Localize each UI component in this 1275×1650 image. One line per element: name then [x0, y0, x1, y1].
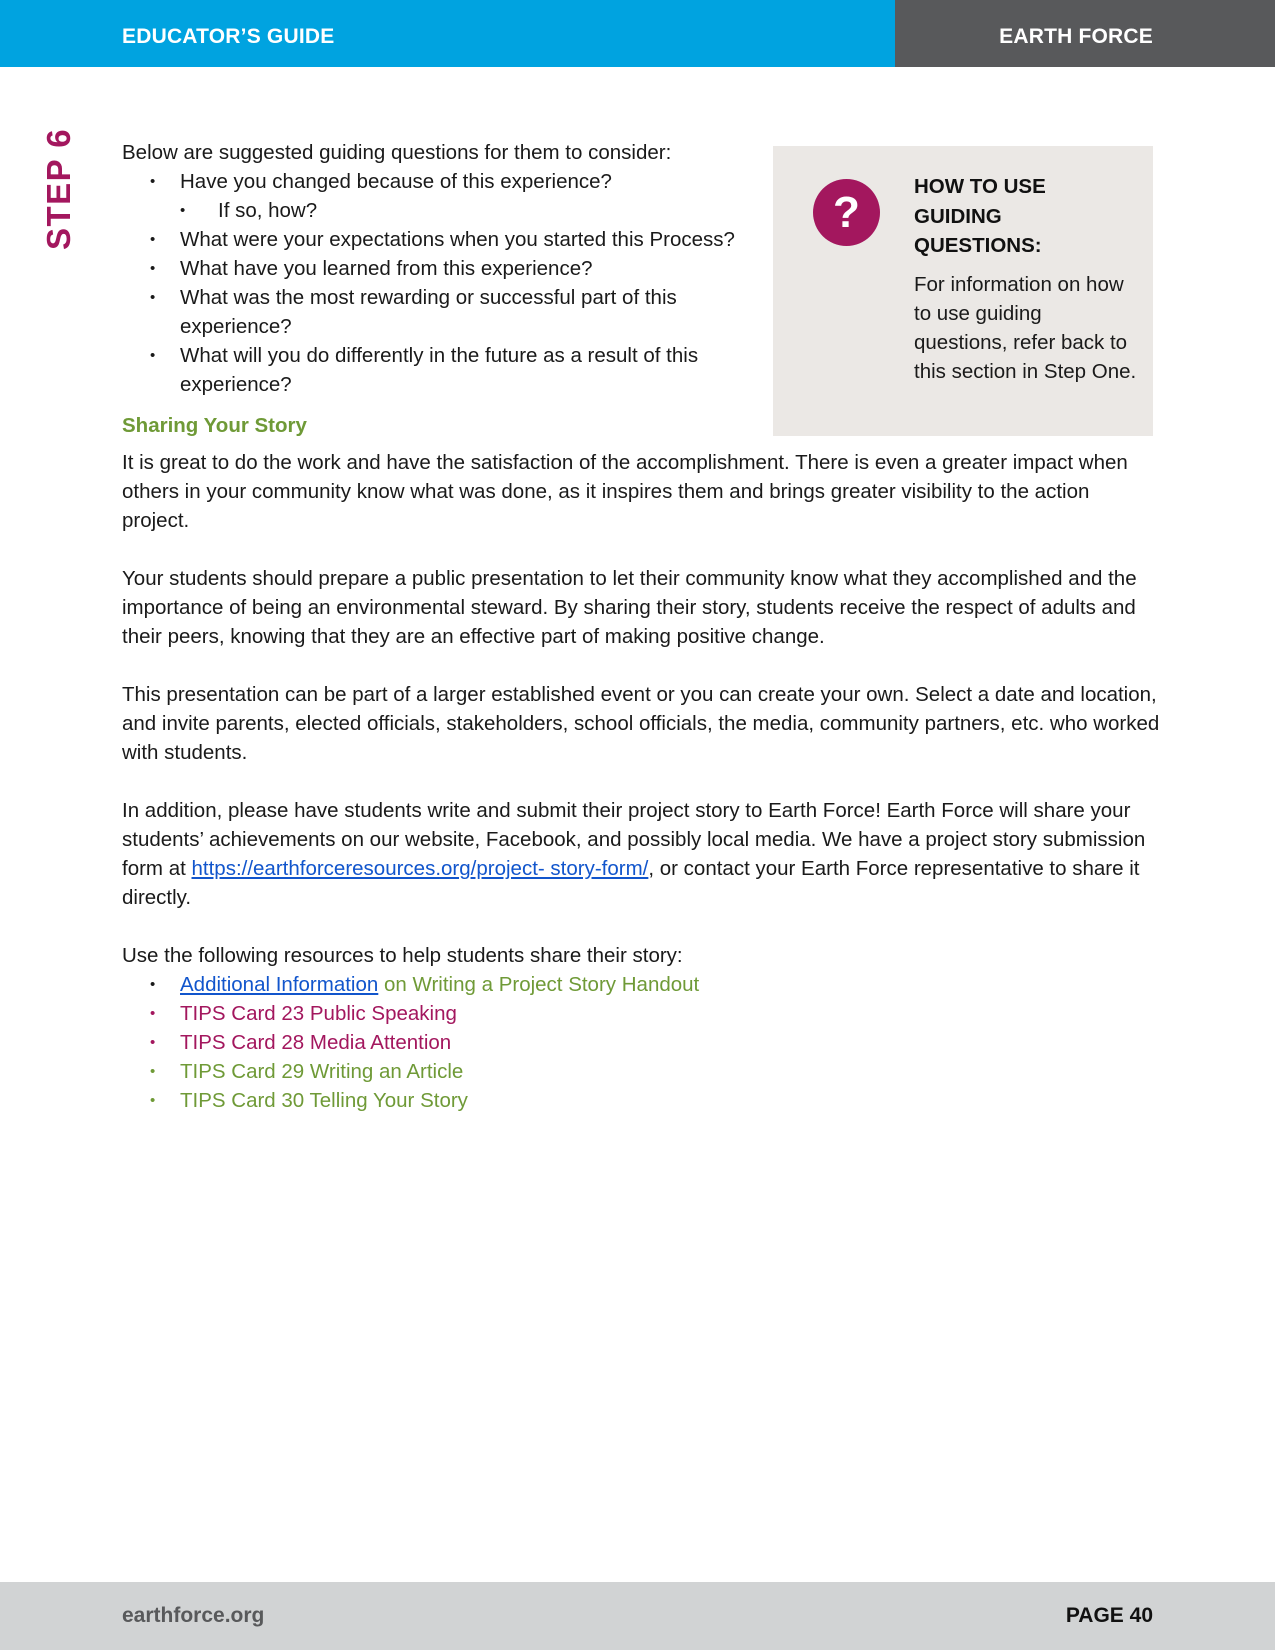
additional-information-link[interactable]: Additional Information	[180, 973, 379, 996]
p4-text-before: In addition, please have students write and submit their project story to Earth Force! Earth Force will share your students’ achievements on our website, Facebook, and possibly local media. We have a project story submission form at	[122, 799, 1146, 880]
question-item: • What have you learned from this experience?	[122, 254, 742, 283]
header-guide-title: EDUCATOR’S GUIDE	[122, 25, 335, 48]
handout-title: on Writing a Project Story Handout	[378, 973, 700, 996]
p4-text-after: , or contact your Earth Force representative to share it directly.	[122, 857, 1140, 909]
sharing-paragraph-2: Your students should prepare a public presentation to let their community know what they accomplished and the importance of being an environmental steward. By sharing their story, students receive the respect of adults and their peers, knowing that they are an effective part of making positive change.	[122, 567, 1137, 648]
sharing-paragraph-4	[122, 796, 1162, 912]
resource-item-tips-30: • TIPS Card 30 Telling Your Story	[122, 1086, 1162, 1115]
header-brand-title: EARTH FORCE	[999, 25, 1153, 48]
header-right-band	[895, 0, 1275, 67]
page-footer	[0, 1582, 1275, 1650]
resource-item-tips-28: • TIPS Card 28 Media Attention	[122, 1028, 1162, 1057]
sharing-paragraph-1: It is great to do the work and have the satisfaction of the accomplishment. There is even a greater impact when others in your community know what was done, as it inspires them and brings greater visibility to the action project.	[122, 451, 1128, 532]
callout-text: For information on how to use guiding questions, refer back to this section in Step One.	[914, 273, 1137, 383]
questions-list	[122, 167, 742, 399]
footer-site: earthforce.org	[122, 1604, 265, 1627]
resources-lead: Use the following resources to help students share their story:	[122, 944, 683, 967]
question-item: • What was the most rewarding or successful part of this experience?	[122, 283, 742, 341]
question-item: • Have you changed because of this experience?	[122, 167, 742, 196]
questions-lead: Below are suggested guiding questions for them to consider:	[122, 141, 672, 164]
question-subitem: • If so, how?	[122, 196, 742, 225]
step-label: STEP 6	[40, 127, 77, 250]
callout-title: HOW TO USE GUIDING QUESTIONS:	[914, 175, 1046, 257]
resource-item-tips-29: • TIPS Card 29 Writing an Article	[122, 1057, 1162, 1086]
question-item: • What will you do differently in the future as a result of this experience?	[122, 341, 742, 399]
guiding-questions-section	[122, 138, 742, 399]
question-item: • What were your expectations when you started this Process?	[122, 225, 742, 254]
resources-list	[122, 970, 1162, 1115]
footer-page-number: PAGE 40	[1065, 1604, 1153, 1627]
sharing-paragraph-3: This presentation can be part of a larger established event or you can create your own. Select a date and location, and invite parents, elected officials, stakeholders, school officials, the media, community partners, etc. who worked with students.	[122, 683, 1160, 764]
resource-item-tips-23: • TIPS Card 23 Public Speaking	[122, 999, 1162, 1028]
main-content	[122, 138, 1162, 1115]
story-form-link[interactable]: https://earthforceresources.org/project- story-form/	[191, 857, 649, 880]
header-left-band	[0, 0, 895, 67]
sharing-heading: Sharing Your Story	[122, 414, 307, 437]
page-header	[0, 0, 1275, 67]
resource-item-handout	[122, 970, 1162, 999]
question-mark-icon: ?	[813, 179, 880, 246]
